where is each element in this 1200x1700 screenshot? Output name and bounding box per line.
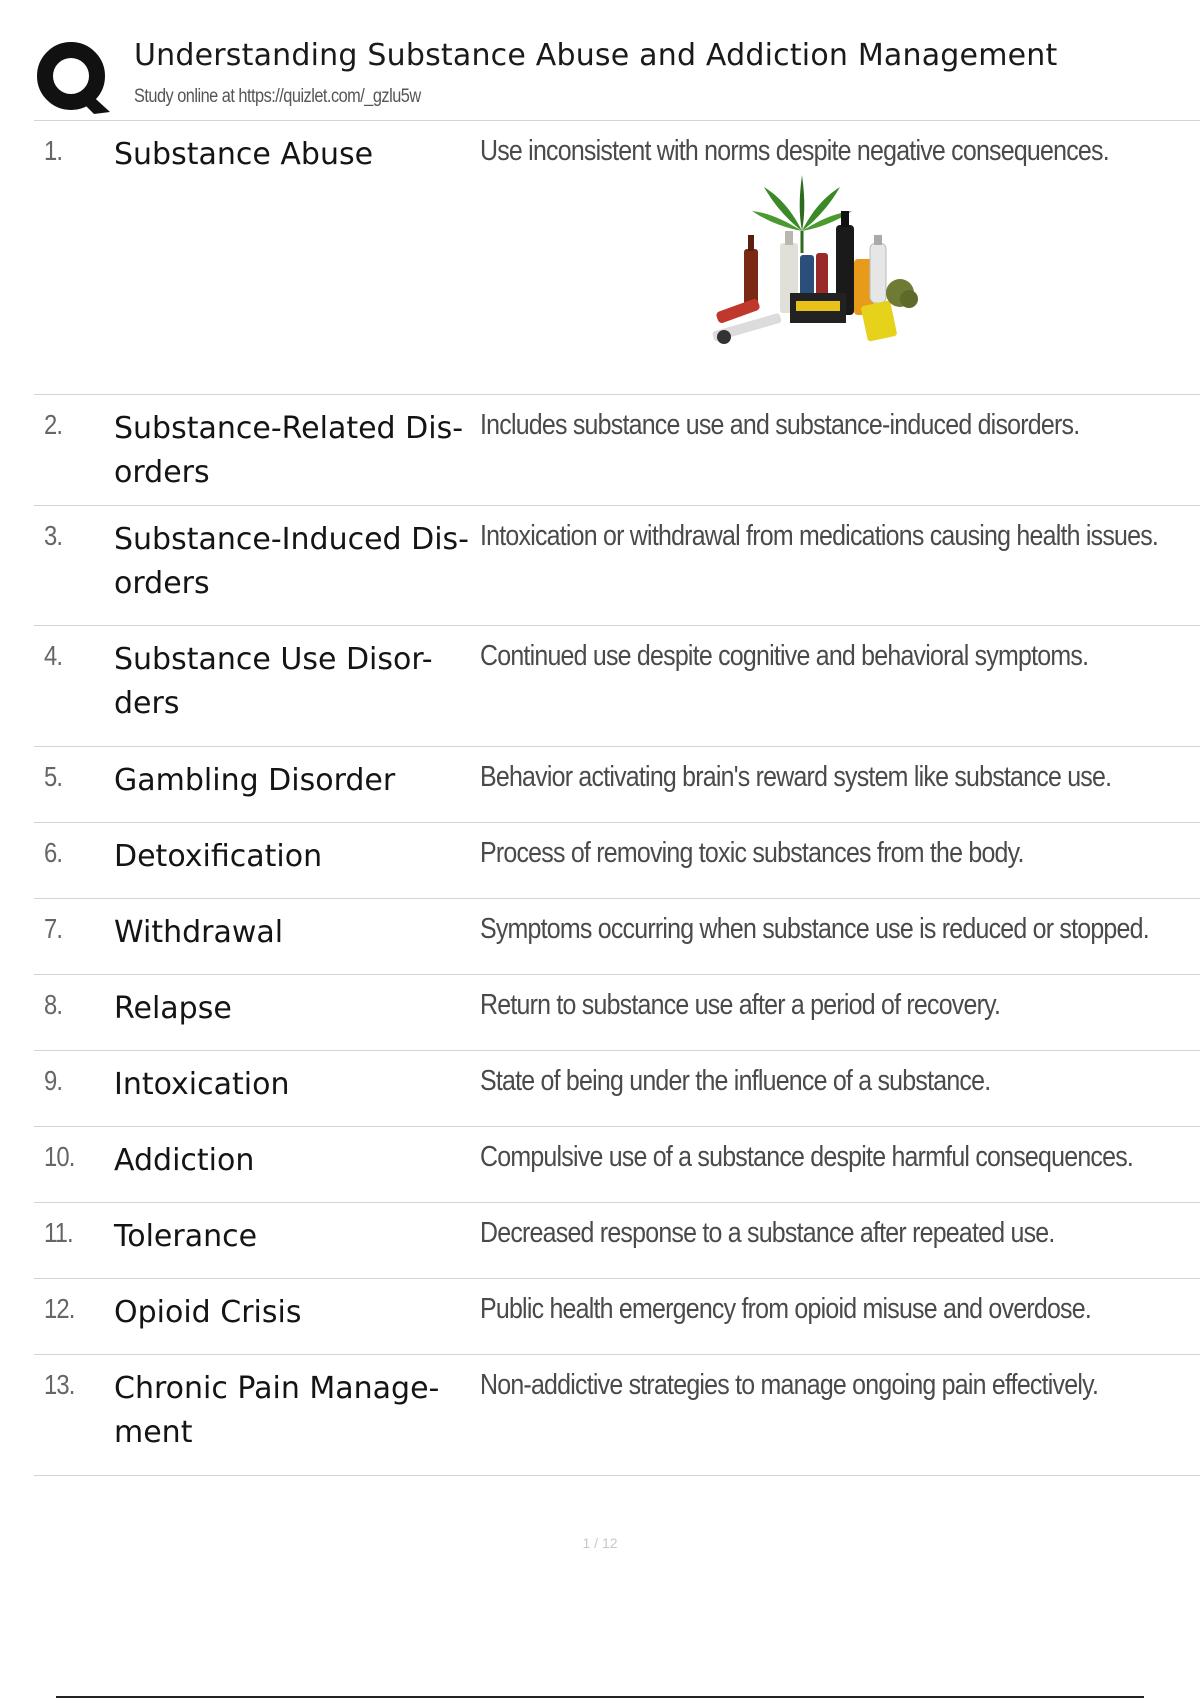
- study-link[interactable]: Study online at https://quizlet.com/_gzlu5w: [134, 86, 421, 107]
- page-title: Understanding Substance Abuse and Addiction Management: [134, 38, 1058, 73]
- packet-icon: [861, 300, 898, 341]
- term-number: 8.: [44, 989, 63, 1020]
- term-name: Substance-Related Dis-orders: [114, 411, 464, 490]
- term-row: [34, 395, 1200, 506]
- term-name: Tolerance: [114, 1219, 258, 1254]
- term-name: Addiction: [114, 1143, 255, 1178]
- term-definition: Symptoms occurring when substance use is reduced or stopped.: [480, 913, 1149, 945]
- term-row: [34, 626, 1200, 747]
- term-definition: Continued use despite cognitive and behavioral symptoms.: [480, 640, 1089, 672]
- term-row: [34, 506, 1200, 626]
- term-name: Opioid Crisis: [114, 1295, 302, 1330]
- term-name: Substance Abuse: [114, 137, 374, 172]
- term-number: 9.: [44, 1065, 63, 1096]
- term-name: Withdrawal: [114, 915, 284, 950]
- term-row: [34, 975, 1200, 1051]
- footer-divider: [56, 1696, 1144, 1698]
- term-definition: Return to substance use after a period of recovery.: [480, 989, 1001, 1021]
- page-number: 1 / 12: [582, 1535, 618, 1551]
- term-number: 4.: [44, 640, 63, 671]
- term-row: [34, 1127, 1200, 1203]
- term-definition: Decreased response to a substance after repeated use.: [480, 1217, 1055, 1249]
- term-name: Intoxication: [114, 1067, 290, 1102]
- term-number: 2.: [44, 409, 63, 440]
- term-row: [34, 823, 1200, 899]
- term-row: [34, 1279, 1200, 1355]
- term-definition: State of being under the influence of a substance.: [480, 1065, 991, 1097]
- term-definition: Public health emergency from opioid misuse and overdose.: [480, 1293, 1092, 1325]
- substances-collage-icon: [704, 173, 984, 378]
- spray-can-icon: [870, 243, 886, 303]
- term-number: 11.: [44, 1217, 73, 1248]
- term-definition: Use inconsistent with norms despite negative consequences.: [480, 135, 1109, 167]
- term-row: [34, 1355, 1200, 1476]
- term-definition: Process of removing toxic substances from the body.: [480, 837, 1024, 869]
- term-definition: Compulsive use of a substance despite harmful consequences.: [480, 1141, 1134, 1173]
- term-definition: Intoxication or withdrawal from medications causing health issues.: [480, 520, 1159, 552]
- term-number: 6.: [44, 837, 63, 868]
- page-header: [34, 34, 1200, 120]
- term-name: Chronic Pain Manage-ment: [114, 1371, 440, 1450]
- term-definition: Includes substance use and substance-induced disorders.: [480, 409, 1080, 441]
- term-row: [34, 899, 1200, 975]
- term-name: Substance Use Disor-ders: [114, 642, 433, 721]
- term-list: [34, 121, 1200, 1476]
- term-name: Detoxification: [114, 839, 323, 874]
- term-number: 7.: [44, 913, 63, 944]
- term-definition: Non-addictive strategies to manage ongoing pain effectively.: [480, 1369, 1099, 1401]
- term-number: 3.: [44, 520, 63, 551]
- term-number: 10.: [44, 1141, 75, 1172]
- term-number: 1.: [44, 135, 63, 166]
- term-row: [34, 747, 1200, 823]
- term-name: Relapse: [114, 991, 232, 1026]
- term-number: 13.: [44, 1369, 75, 1400]
- term-number: 12.: [44, 1293, 75, 1324]
- term-row: [34, 1051, 1200, 1127]
- term-name: Gambling Disorder: [114, 763, 396, 798]
- term-row: [34, 121, 1200, 395]
- quizlet-logo-icon: [34, 38, 114, 118]
- term-row: [34, 1203, 1200, 1279]
- term-number: 5.: [44, 761, 63, 792]
- term-name: Substance-Induced Dis-orders: [114, 522, 470, 601]
- term-definition: Behavior activating brain's reward system like substance use.: [480, 761, 1112, 793]
